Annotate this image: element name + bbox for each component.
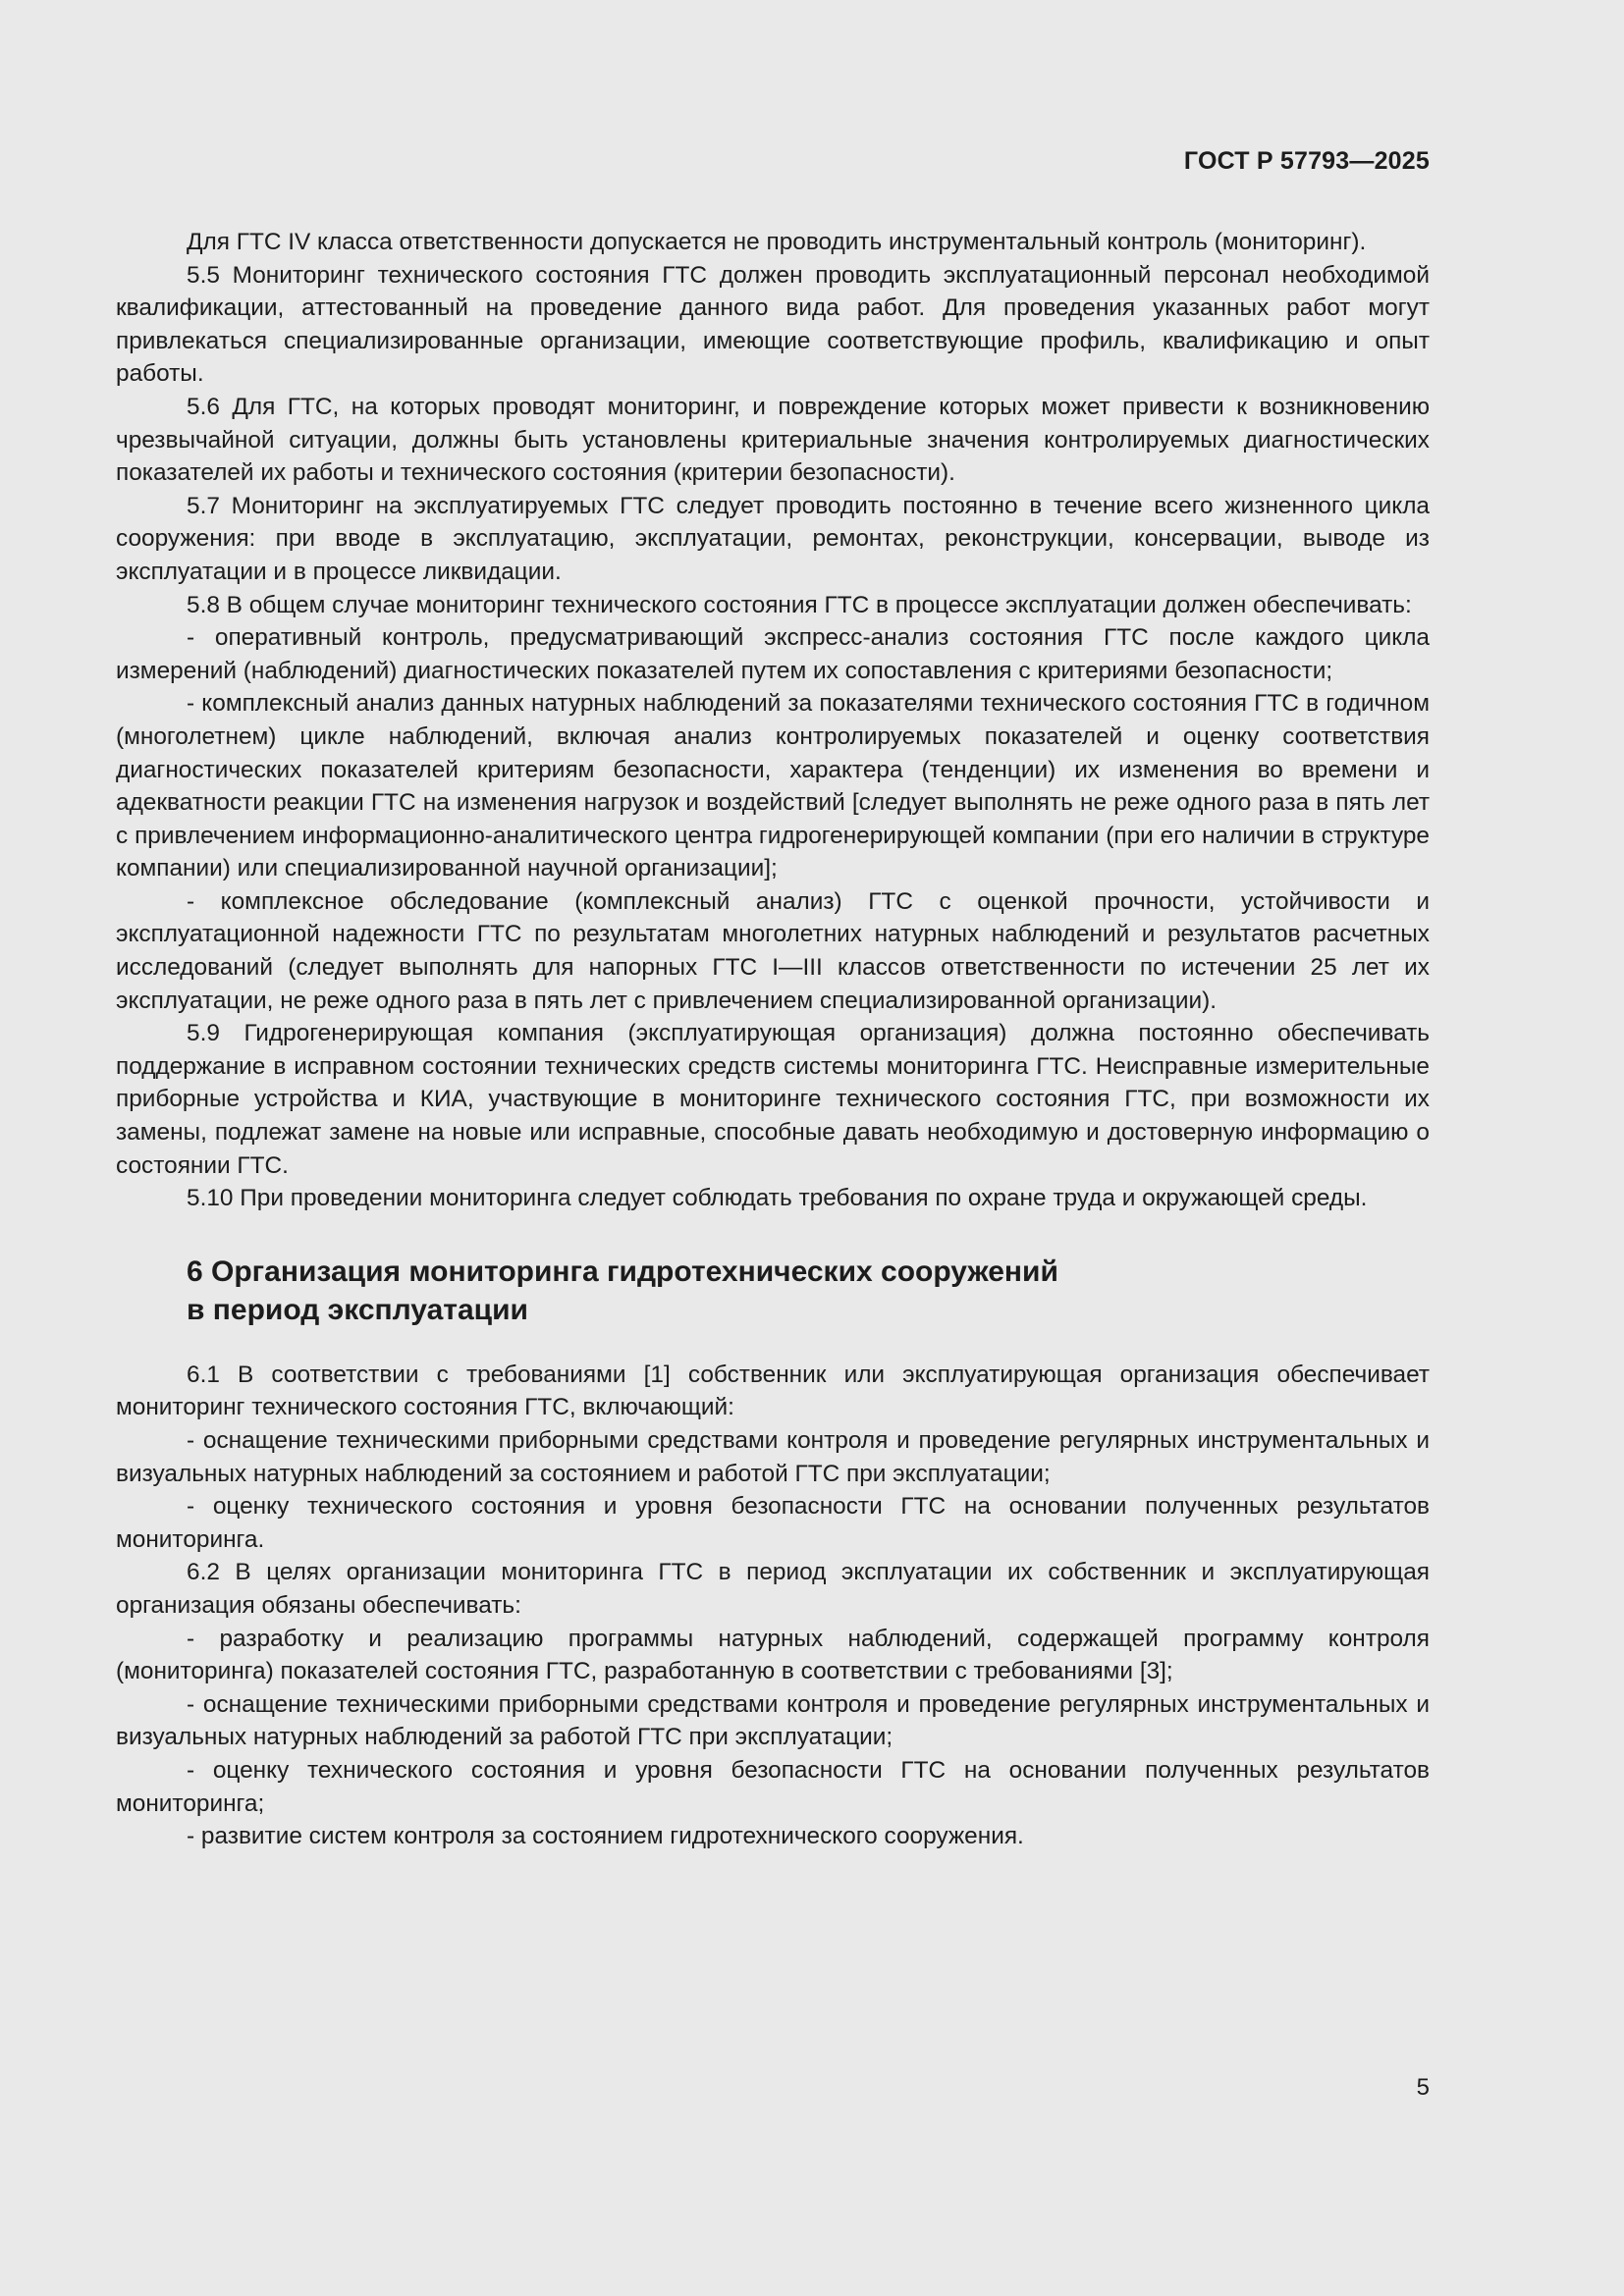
list-item: - комплексный анализ данных натурных наблюдений за показателями технического состояния ГТС в годичном (многолетнем) цикле наблюдений, включая анализ контролируемых показателей и оценку соответствия диагностических показателей критериям безопасности, характера (тенденции) их изменения во времени и адекватности реакции ГТС на изменения нагрузок и воздействий [следует выполнять не реже одного раза в пять лет с привлечением информационно-аналитического центра гидрогенерирующей компании (при его наличии в структуре компании) или специализированной научной организации];: [116, 690, 1430, 882]
list-item: - комплексное обследование (комплексный анализ) ГТС с оценкой прочности, устойчивости и эксплуатационной надежности ГТС по результатам многолетних натурных наблюдений и результатов расчетных исследований (следует выполнять для напорных ГТС I—III классов ответственности по истечении 25 лет их эксплуатации, не реже одного раза в пять лет с привлечением специализированной организации).: [116, 887, 1430, 1014]
section-6-heading-line1: 6 Организация мониторинга гидротехнических сооружений: [187, 1255, 1058, 1288]
list-item: - оперативный контроль, предусматривающий экспресс-анализ состояния ГТС после каждого цикла измерений (наблюдений) диагностических показателей путем их сопоставления с критериями безопасности;: [116, 624, 1430, 684]
list-item: - оснащение техническими приборными средствами контроля и проведение регулярных инструментальных и визуальных натурных наблюдений за состоянием и работой ГТС при эксплуатации;: [116, 1427, 1430, 1487]
section-6-heading: [187, 1253, 1430, 1329]
paragraph: 5.6 Для ГТС, на которых проводят мониторинг, и повреждение которых может привести к возникновению чрезвычайной ситуации, должны быть установлены критериальные значения контролируемых диагностических показателей их работы и технического состояния (критерии безопасности).: [116, 393, 1430, 487]
paragraph: 5.10 При проведении мониторинга следует соблюдать требования по охране труда и окружающей среды.: [187, 1185, 1368, 1212]
list-item: - оснащение техническими приборными средствами контроля и проведение регулярных инструментальных и визуальных натурных наблюдений за работой ГТС при эксплуатации;: [116, 1690, 1430, 1751]
document-code-header: ГОСТ Р 57793—2025: [1183, 147, 1430, 175]
paragraph: 5.9 Гидрогенерирующая компания (эксплуатирующая организация) должна постоянно обеспечивать поддержание в исправном состоянии технических средств системы мониторинга ГТС. Неисправные измерительные приборные устройства и КИА, участвующие в мониторинге технического состояния ГТС, при возможности их замены, подлежат замене на новые или исправные, способные давать необходимую и достоверную информацию о состоянии ГТС.: [116, 1020, 1430, 1179]
section-6-heading-line2: в период эксплуатации: [187, 1293, 528, 1326]
page-number: 5: [1416, 2074, 1430, 2101]
list-item: - развитие систем контроля за состоянием гидротехнического сооружения.: [187, 1823, 1024, 1850]
paragraph: Для ГТС IV класса ответственности допускается не проводить инструментальный контроль (мониторинг).: [187, 229, 1367, 255]
paragraph: 6.2 В целях организации мониторинга ГТС в период эксплуатации их собственник и эксплуатирующая организация обязаны обеспечивать:: [116, 1559, 1430, 1619]
list-item: - разработку и реализацию программы натурных наблюдений, содержащей программу контроля (мониторинга) показателей состояния ГТС, разработанную в соответствии с требованиями [3];: [116, 1625, 1430, 1685]
paragraph: 6.1 В соответствии с требованиями [1] собственник или эксплуатирующая организация обеспечивает мониторинг технического состояния ГТС, включающий:: [116, 1361, 1430, 1421]
paragraph: 5.5 Мониторинг технического состояния ГТС должен проводить эксплуатационный персонал необходимой квалификации, аттестованный на проведение данного вида работ. Для проведения указанных работ могут привлекаться специализированные организации, имеющие соответствующие профиль, квалификацию и опыт работы.: [116, 261, 1430, 388]
paragraph: 5.8 В общем случае мониторинг технического состояния ГТС в процессе эксплуатации должен обеспечивать:: [187, 591, 1412, 618]
list-item: - оценку технического состояния и уровня безопасности ГТС на основании полученных результатов мониторинга;: [116, 1756, 1430, 1817]
paragraph: 5.7 Мониторинг на эксплуатируемых ГТС следует проводить постоянно в течение всего жизненного цикла сооружения: при вводе в эксплуатацию, эксплуатации, ремонтах, реконструкции, консервации, выводе из эксплуатации и в процессе ликвидации.: [116, 492, 1430, 585]
list-item: - оценку технического состояния и уровня безопасности ГТС на основании полученных результатов мониторинга.: [116, 1493, 1430, 1553]
document-body: [116, 226, 1430, 1853]
